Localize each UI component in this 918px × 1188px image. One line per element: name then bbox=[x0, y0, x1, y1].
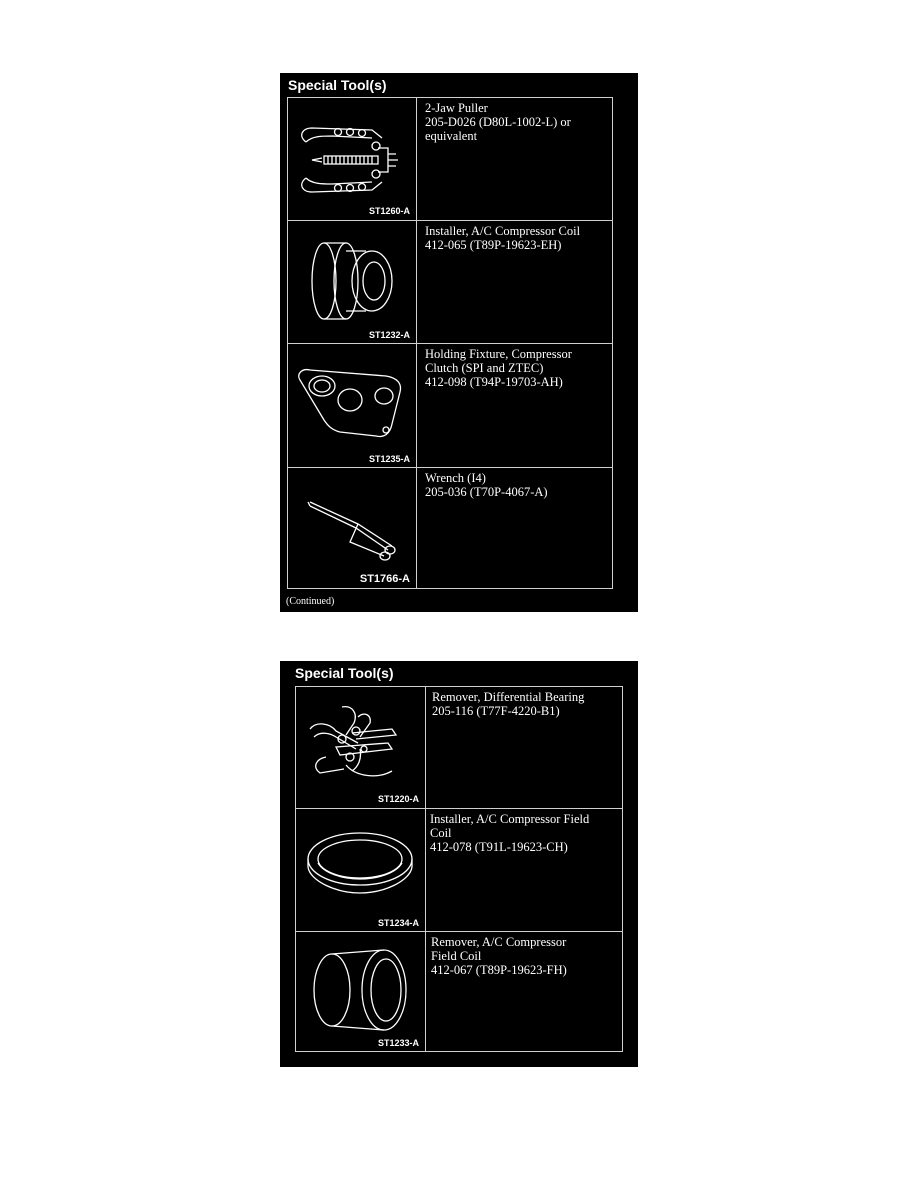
panel-title: Special Tool(s) bbox=[288, 77, 387, 93]
holding-fixture-icon bbox=[288, 344, 416, 468]
tool-name: Remover, A/C Compressor bbox=[431, 935, 567, 949]
tool-code: ST1232-A bbox=[368, 330, 410, 340]
tool-image-cell bbox=[296, 687, 426, 808]
tool-code: ST1233-A bbox=[377, 1038, 419, 1048]
bearing-remover-icon bbox=[296, 687, 425, 808]
special-tools-panel-1 bbox=[280, 73, 638, 612]
two-jaw-puller-icon bbox=[288, 98, 416, 220]
tool-name: Installer, A/C Compressor Coil bbox=[425, 224, 581, 238]
tool-number: 412-098 (T94P-19703-AH) bbox=[425, 375, 563, 389]
tool-name: Wrench (I4) bbox=[425, 471, 486, 485]
tool-row bbox=[296, 687, 622, 808]
field-coil-installer-icon bbox=[296, 809, 425, 932]
tool-note: equivalent bbox=[425, 129, 478, 143]
wrench-icon bbox=[288, 468, 416, 589]
tool-number: 205-D026 (D80L-1002-L) or bbox=[425, 115, 571, 129]
tool-name: Holding Fixture, Compressor bbox=[425, 347, 572, 361]
panel-title: Special Tool(s) bbox=[295, 665, 394, 681]
tool-image-cell bbox=[288, 344, 417, 468]
tool-description bbox=[425, 347, 572, 389]
tool-code: ST1234-A bbox=[377, 918, 419, 928]
tool-name-cont: Coil bbox=[430, 826, 452, 840]
tool-code: ST1260-A bbox=[368, 206, 410, 216]
tool-description bbox=[432, 690, 584, 718]
tool-code: ST1766-A bbox=[359, 573, 410, 585]
tool-name: 2-Jaw Puller bbox=[425, 101, 488, 115]
tool-code: ST1220-A bbox=[377, 794, 419, 804]
tool-name-cont: Clutch (SPI and ZTEC) bbox=[425, 361, 544, 375]
tool-image-cell bbox=[288, 221, 417, 344]
tool-image-cell bbox=[288, 468, 417, 589]
tool-number: 412-067 (T89P-19623-FH) bbox=[431, 963, 567, 977]
tool-description bbox=[425, 224, 580, 252]
tool-description bbox=[425, 471, 548, 499]
tool-row bbox=[296, 931, 622, 1052]
tool-name: Installer, A/C Compressor Field bbox=[430, 812, 590, 826]
tool-number: 412-078 (T91L-19623-CH) bbox=[430, 840, 568, 854]
tool-number: 205-036 (T70P-4067-A) bbox=[425, 485, 548, 499]
tool-image-cell bbox=[296, 932, 426, 1052]
tool-number: 412-065 (T89P-19623-EH) bbox=[425, 238, 562, 252]
tools-table bbox=[287, 97, 613, 589]
special-tools-panel-2 bbox=[280, 661, 638, 1067]
tool-image-cell bbox=[296, 809, 426, 932]
tool-row bbox=[288, 98, 612, 220]
tools-table bbox=[295, 686, 623, 1052]
tool-row bbox=[288, 343, 612, 468]
tool-name-cont: Field Coil bbox=[431, 949, 482, 963]
tool-number: 205-116 (T77F-4220-B1) bbox=[432, 704, 560, 718]
tool-row bbox=[296, 808, 622, 932]
tool-row bbox=[288, 467, 612, 589]
tool-description bbox=[425, 101, 571, 143]
field-coil-remover-icon bbox=[296, 932, 425, 1052]
continued-note: (Continued) bbox=[286, 596, 335, 607]
tool-description bbox=[431, 935, 567, 977]
tool-row bbox=[288, 220, 612, 344]
tool-image-cell bbox=[288, 98, 417, 220]
coil-installer-icon bbox=[288, 221, 416, 344]
tool-description bbox=[430, 812, 589, 854]
tool-name: Remover, Differential Bearing bbox=[432, 690, 585, 704]
tool-code: ST1235-A bbox=[368, 454, 410, 464]
